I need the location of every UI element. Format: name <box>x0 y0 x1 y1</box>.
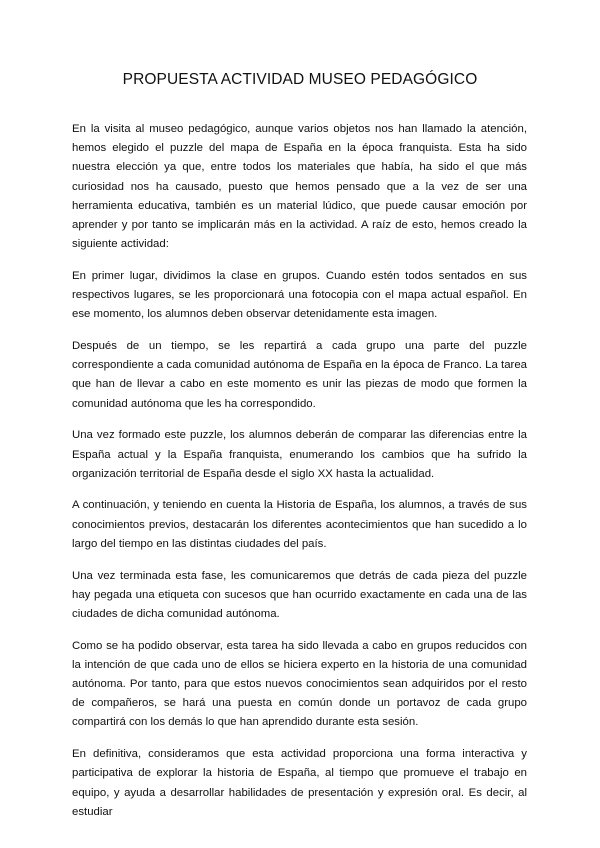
paragraph: Una vez terminada esta fase, les comunicaremos que detrás de cada pieza del puzzle hay pegada una etiqueta con sucesos que han ocurrido exactamente en cada una de las ciudades de dicha comunidad autónoma. <box>72 569 527 620</box>
paragraph: Como se ha podido observar, esta tarea ha sido llevada a cabo en grupos reducidos con la intención de que cada uno de ellos se hiciera experto en la historia de una comunidad autónoma. Por tanto, para que estos nuevos conocimientos sean adquiridos por el resto de compañeros, se hará una puesta en común donde un portavoz de cada grupo compartirá con los demás lo que han aprendido durante esta sesión. <box>72 639 527 729</box>
page-title: PROPUESTA ACTIVIDAD MUSEO PEDAGÓGICO <box>122 71 478 88</box>
paragraph: Después de un tiempo, se les repartirá a cada grupo una parte del puzzle correspondiente a cada comunidad autónoma de España en la época de Franco. La tarea que han de llevar a cabo en este momento es unir las piezas de modo que formen la comunidad autónoma que les ha correspondido. <box>72 340 527 410</box>
paragraph: A continuación, y teniendo en cuenta la Historia de España, los alumnos, a través de sus conocimientos previos, destacarán los diferentes acontecimientos que han sucedido a lo largo del tiempo en las distintas ciudades del país. <box>72 499 527 550</box>
paragraph: En primer lugar, dividimos la clase en grupos. Cuando estén todos sentados en sus respectivos lugares, se les proporcionará una fotocopia con el mapa actual español. En ese momento, los alumnos deben observar detenidamente esta imagen. <box>72 269 527 321</box>
paragraph: En definitiva, consideramos que esta actividad proporciona una forma interactiva y participativa de explorar la historia de España, al tiempo que promueve el trabajo en equipo, y ayuda a desarrollar habilidades de presentación y expresión oral. Es decir, al estudiar <box>72 748 527 818</box>
paragraph: Una vez formado este puzzle, los alumnos deberán de comparar las diferencias entre la España actual y la España franquista, enumerando los cambios que ha sufrido la organización territorial de España desde el siglo XX hasta la actualidad. <box>72 429 527 480</box>
document-body <box>72 120 527 835</box>
paragraph: En la visita al museo pedagógico, aunque varios objetos nos han llamado la atención, hemos elegido el puzzle del mapa de España en la época franquista. Esta ha sido nuestra elección ya que, entre todos los materiales que había, ha sido el que más curiosidad nos ha causado, puesto que hemos pensado que a la vez de ser una herramienta educativa, también es un material lúdico, que puede causar emoción por aprender y por tanto se implicarán más en la actividad. A raíz de esto, hemos creado la siguiente actividad: <box>72 123 527 251</box>
